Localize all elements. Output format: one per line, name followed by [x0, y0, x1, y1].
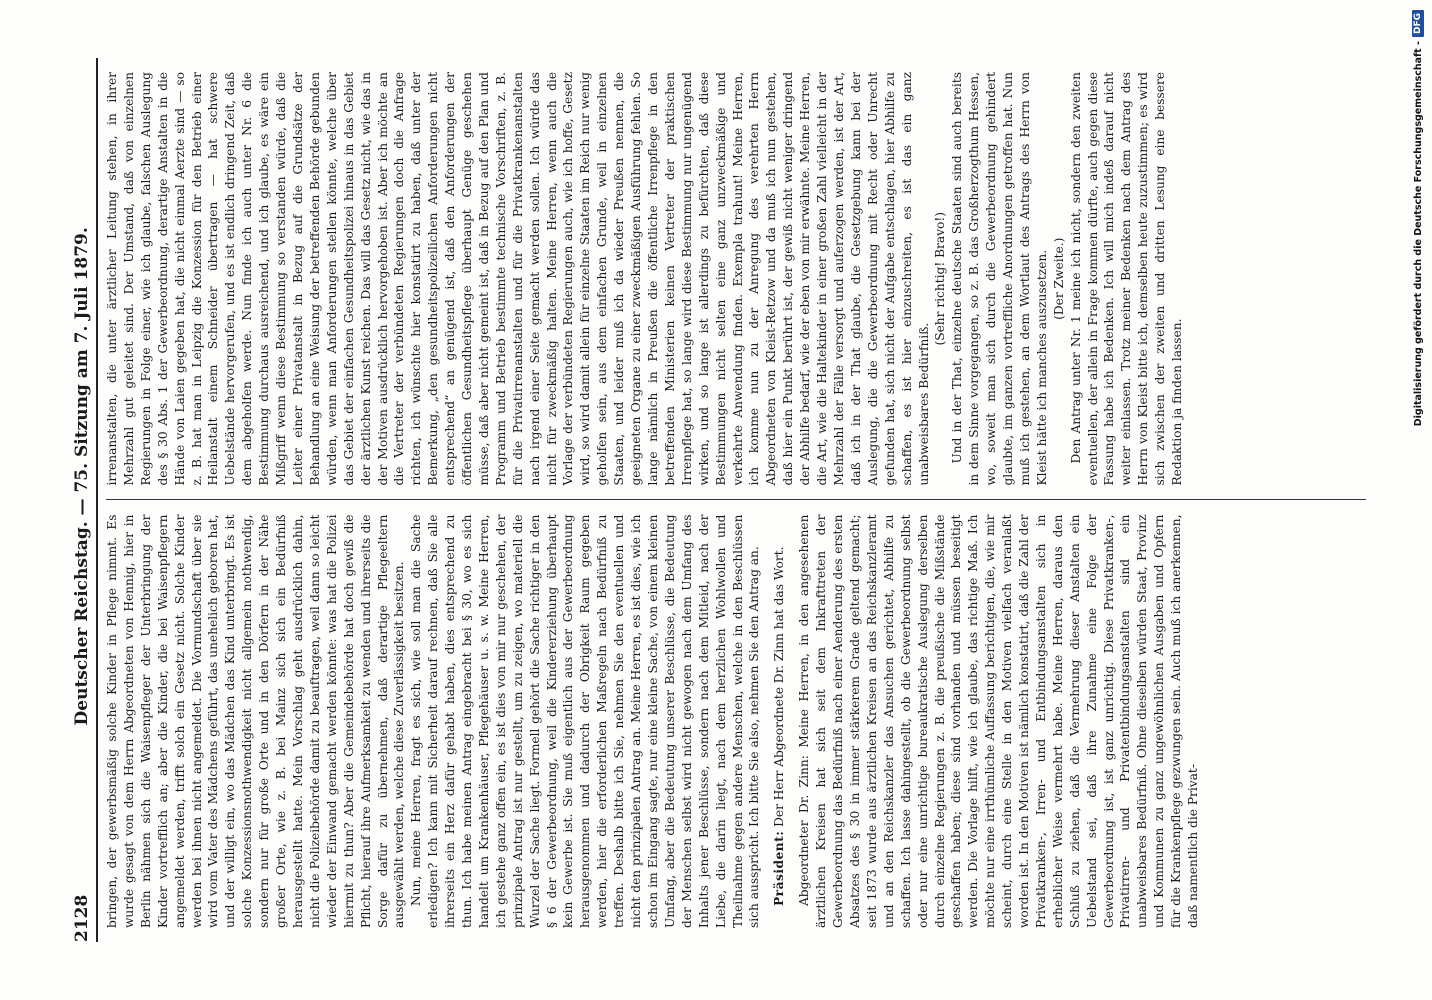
paragraph: Und in der That, einzelne deutsche Staaten sind auch bereits in dem Sinne vorgegangen, so z. B. das Großherzogthum Hessen, wo, soweit man sich durch die Gewerbeordnung gehindert glaubte, im ganzen vortreffliche Anordnungen getroffen hat. Nun muß ich gestehen, an dem Wortlaut des Antrags des Herrn von Kleist hätte ich manches auszusetzen.: [950, 72, 1049, 486]
left-column: [104, 501, 1368, 943]
interjection: (Sehr richtig! Bravo!): [933, 211, 948, 346]
paragraph: irrenanstalten, die unter ärztlicher Leitung stehen, in ihrer Mehrzahl gut geleitet sind. Der Umstand, daß von einzelnen Regierungen in Folge einer, wie ich glaube, falschen Auslegung des § 30 Abs. 1 der Gewerbeordnung, derartige Anstalten in die Hände von Laien gegeben hat, die nicht einmal Aerzte sind — so z. B. hat man in Leipzig die Konzession für den Betrieb einer Heilanstalt einem Schneider übertragen — hat schwere Uebelstände hervorgerufen, und es ist endlich dringend Zeit, daß dem abgeholfen werde. Nun finde ich auch unter Nr. 6 die Bestimmung durchaus ausreichend, und ich glaube, es wäre ein Mißgriff wenn diese Bestimmung so verstanden würde, daß die Leiter einer Privatanstalt in Bezug auf die Grundsätze der Behandlung an eine Weisung der betreffenden Behörde gebunden würden, wenn man Anforderungen stellen könnte, welche über das Gebiet der einfachen Gesundheitspolizei hinaus in das Gebiet der ärztlichen Kunst reichen. Das will das Gesetz nicht, wie das in der Motiven ausdrücklich hervorgehoben ist. Aber ich möchte an die Vertreter der verbündeten Regierungen doch die Anfrage richten, ich wünschte hier konstatirt zu haben, daß unter der Bemerkung, „den gesundheitspolizeilichen Anforderungen nicht entsprechend“ an genügend ist, daß den Anforderungen der öffentlichen Gesundheitspflege überhaupt Genüge geschehen müsse, daß aber nicht gemeint ist, daß in Bezug auf den Plan und Programm und Betrieb bestimmte technische Vorschriften, z. B. für die Privatirrenanstalten und für die Privatkrankenanstalten nach irgend einer Seite gemacht werden sollen. Ich würde das nicht für zweckmäßig halten. Meine Herren, wenn auch die Vorlage der verbündeten Regierungen auch, wie ich hoffe, Gesetz wird, so wird damit allein für einzelne Staaten im Reich nur wenig geholfen sein, aus dem einfachen Grunde, weil in einzelnen Staaten, und leider muß ich da wieder Preußen nennen, die geeigneten Organe zu einer zweckmäßigen Ausführung fehlen. So lange nämlich in Preußen die öffentliche Irrenpflege in den betreffenden Ministerien keinen Vertreter der praktischen Irrenpflege hat, so lange wird diese Bestimmung nur ungenügend wirken, und so lange ist allerdings zu befürchten, daß diese Bestimmungen nicht selten eine ganz unzweckmäßige und verkehrte Anwendung finden. Exempla trahunt! Meine Herren, ich komme nun zu der Anregung des verehrten Herrn Abgeordneten von Kleist-Retzow und da muß ich nun gestehen, daß hier ein Punkt berührt ist, der gewiß nicht weniger dringend der Abhilfe bedarf, wie der eben von mir erwähnte. Meine Herren, die Art, wie die Haltekinder in einer großen Zahl vielleicht in der Mehrzahl der Fälle versorgt und auferzogen werden, ist der Art, daß ich in der That glaube, die Gesetzgebung kann bei der Auslegung, die die Gewerbeordnung mit Recht oder Unrecht gefunden hat, sich nicht der Aufgabe entschlagen, hier Abhilfe zu schaffen, es ist hier einzuschreiten, es ist das ein ganz unabweisbares Bedürfniß.: [105, 72, 931, 486]
speaker-paragraph: [771, 515, 788, 929]
running-title: Deutscher Reichstag. — 75. Sitzung am 7. Juli 1879.: [72, 227, 92, 726]
page-header: [56, 58, 92, 942]
interjection: (Der Zweite.): [1051, 237, 1066, 320]
speaker-text: Der Herr Abgeordnete Dr. Zinn hat das Wort.: [772, 546, 787, 827]
paragraph: Abgeordneter Dr. Zinn: Meine Herren, in den angesehenen ärztlichen Kreisen hat sich seit dem Inkrafttreten der Gewerbeordnung das Bedürfniß nach einer Aenderung des ersten Absatzes des § 30 in immer stärkerem Grade geltend gemacht; seit 1873 wurde aus ärztlichen Kreisen an das Reichskanzleramt und an den Reichskanzler das Ansuchen gerichtet, Abhilfe zu schaffen. Ich lasse dahingestellt, ob die Gewerbeordnung selbst oder nur eine unrichtige bureaukratische Auslegung derselben durch einzelne Regierungen z. B. die preußische die Mißstände geschaffen haben; diese sind vorhanden und müssen beseitigt werden. Die Vorlage hilft, wie ich glaube, das richtige Maß. Ich möchte nur eine irrthümliche Auffassung berichtigen, die, wie mir scheint, durch eine Stelle in den Motiven vielfach veranlaßt worden ist. In den Motiven ist nämlich konstatirt, daß die Zahl der Privatkranken-, Irren- und Entbindungsanstalten sich in erheblicher Weise vermehrt habe. Meine Herren, daraus den Schluß zu ziehen, daß die Vermehrung dieser Anstalten ein Uebelstand sei, daß ihre Zunahme eine Folge der Gewerbeordnung ist, ist ganz unrichtig. Diese Privatkranken-, Privatirren- und Privatentbindungsanstalten sind ein unabweisbares Bedürfniß. Ohne dieselben würden Staat, Provinz und Kommunen zu ganz ungewöhnlichen Ausgaben und Opfern für die Krankenpflege gezwungen sein. Auch muß ich anerkennen, daß namentlich die Privat-: [797, 514, 1201, 928]
column-divider: [106, 500, 1366, 501]
paragraph-spacer: [763, 515, 771, 929]
right-column: [104, 58, 1368, 500]
credit-text: Digitalisierung gefördert durch die Deutsche Forschungsgemeinschaft -: [1412, 41, 1424, 427]
speaker-label: Präsident:: [772, 830, 787, 906]
text-columns: [104, 58, 1368, 942]
rotated-document-page: [56, 30, 1376, 970]
paragraph: bringen, der gewerbsmäßig solche Kinder in Pflege nimmt. Es wurde gesagt von dem Herrn Abgeordneten von Hennig, hier in Berlin nähmen sich die Waisenpfleger der Unterbringung der Kinder vortrefflich an; aber die Kinder, die bei Waisenpflegern angemeldet werden, trifft solch ein Gesetz nicht. Solche Kinder werden bei ihnen nicht angemeldet. Die Vormundschaft über sie wird vom Vater des Mädchens geführt, das unehelich geboren hat, und der willigt ein, wo das Mädchen das Kind unterbringt. Es ist solche Konzessionsnothwendigkeit nicht allgemein nothwendig, sondern nur für große Orte und in den Dörfern in der Nähe großer Orte, wie z. B. bei Mainz sich sich ein Bedürfniß herausgestellt hatte. Mein Vorschlag geht ausdrücklich dahin, nicht die Polizeibehörde damit zu beauftragen, weil dann so leicht wieder der Einwand gemacht werden könnte: was hat die Polizei hiermit zu thun? Aber die Gemeindebehörde hat doch gewiß die Pflicht, hierauf ihre Aufmerksamkeit zu wenden und ihrerseits die Sorge dafür zu übernehmen, daß derartige Pflegeeltern ausgewählt werden, welche diese Zuverlässigkeit besitzen.: [105, 514, 407, 928]
digitization-credit: [1406, 0, 1430, 1000]
header-rule: [96, 58, 98, 942]
paragraph: Den Antrag unter Nr. 1 meine ich nicht, sondern den zweiten eventuellen, der allein in Frage kommen dürfte, auch gegen diese Fassung habe ich Bedenken. Ich will mich indeß darauf nicht weiter einlassen. Trotz meiner Bedenken nach dem Antrag des Herrn von Kleist bitte ich, demselben heute zuzustimmen; es wird sich zwischen der zweiten und dritten Lesung eine bessere Redaktion ja finden lassen.: [1068, 72, 1185, 486]
page-number: 2128: [72, 894, 92, 942]
digitization-credit-text: [1408, 10, 1428, 990]
dfg-logo: DFG: [1412, 10, 1424, 37]
paragraph: Nun, meine Herren, fragt es sich, wie soll man die Sache erledigen? Ich kann mit Sicherheit darauf rechnen, daß Sie alle ihrerseits ein Herz dafür gehabt haben, dies entsprechend zu thun. Ich habe meinen Antrag eingebracht bei § 30, wo es sich handelt um Krankenhäuser, Pflegehäuser u. s. w. Meine Herren, ich gestehe ganz offen ein, es ist dies von mir nur geschehen, der prinzipale Antrag ist nur gestellt, um zu zeigen, wo materiell die Wurzel der Sache liegt. Formell gehört die Sache richtiger in den § 6 der Gewerbeordnung, weil die Kindererziehung überhaupt kein Gewerbe ist. Sie muß eigentlich aus der Gewerbeordnung herausgenommen und dadurch der Obrigkeit Raum gegeben werden, hier die erforderlichen Maßregeln nach Bedürfniß zu treffen. Deshalb bitte ich Sie, nehmen Sie den eventuellen und nicht den prinzipalen Antrag an. Meine Herren, es ist dies, wie ich schon im Eingang sagte, nur eine kleine Sache, von einem kleinen Umfang, aber die Bedeutung unserer Beschlüsse, die Bedeutung der Menschen selbst wird nicht gewogen nach dem Umfang des Inhalts jener Beschlüsse, sondern nach dem Mitleid, nach der Liebe, die darin liegt, nach dem herzlichen Wohlwollen und Theilnahme gegen andere Menschen, welche in den Beschlüssen sich ausspricht. Ich bitte Sie also, nehmen Sie den Antrag an.: [409, 514, 762, 928]
paragraph-spacer: [788, 515, 796, 929]
